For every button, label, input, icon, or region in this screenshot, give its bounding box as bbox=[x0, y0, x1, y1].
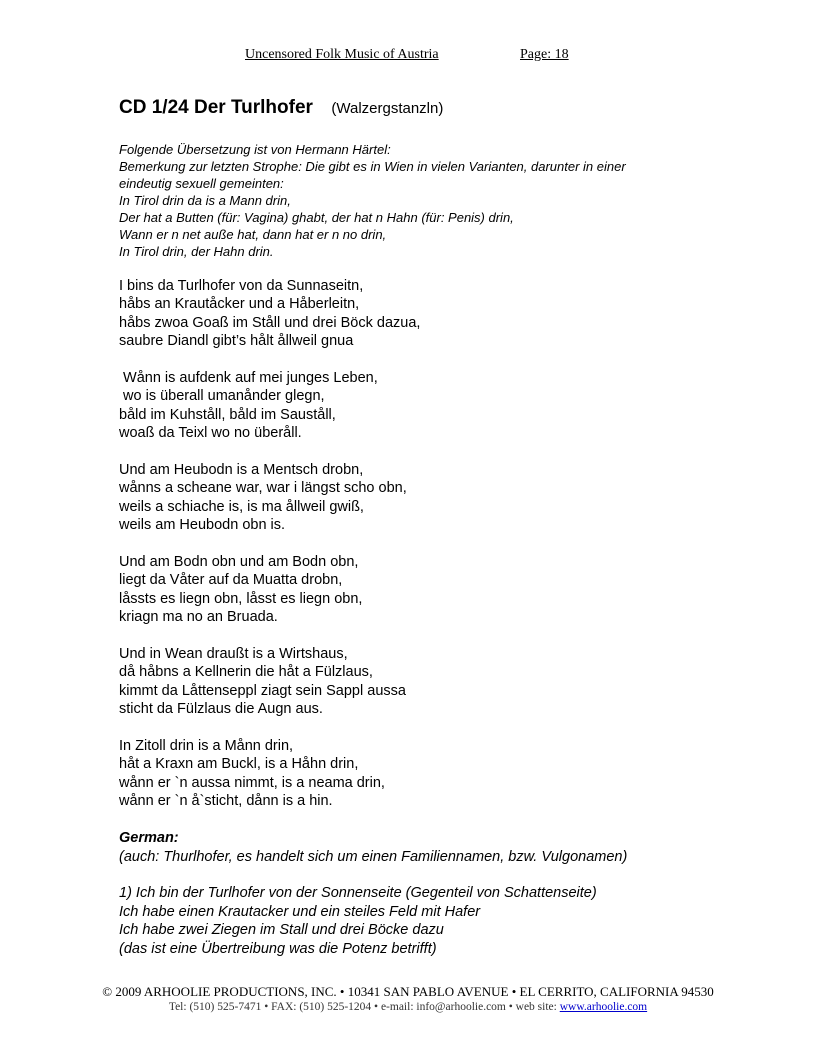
lyric-line: håbs an Krautåcker und a Håberleitn, bbox=[119, 296, 360, 313]
lyric-line: kimmt da Låttenseppl ziagt sein Sappl aussa bbox=[119, 682, 406, 699]
lyrics-stanza-5 bbox=[119, 645, 759, 719]
lyric-line: håt a Kraxn am Buckl, is a Håhn drin, bbox=[119, 756, 359, 773]
translation-note bbox=[119, 141, 759, 260]
lyric-line: wo is überall umanånder glegn, bbox=[119, 388, 325, 405]
german-line: 1) Ich bin der Turlhofer von der Sonnenseite (Gegenteil von Schattenseite) bbox=[119, 885, 597, 902]
note-line: In Tirol drin da is a Mann drin, bbox=[119, 193, 291, 208]
lyric-line: då håbns a Kellnerin die håt a Fülzlaus, bbox=[119, 664, 373, 681]
song-subtitle: (Walzergstanzln) bbox=[331, 100, 444, 117]
lyrics-stanza-3 bbox=[119, 461, 759, 535]
document-title: Uncensored Folk Music of Austria bbox=[245, 47, 439, 62]
lyric-line: saubre Diandl gibt’s hålt ållweil gnua bbox=[119, 333, 354, 350]
lyric-line: båld im Kuhståll, båld im Sauståll, bbox=[119, 406, 336, 423]
note-line: Der hat a Butten (für: Vagina) ghabt, der hat n Hahn (für: Penis) drin, bbox=[119, 210, 514, 225]
german-intro: (auch: Thurlhofer, es handelt sich um einen Familiennamen, bzw. Vulgonamen) bbox=[119, 848, 628, 865]
lyrics-stanza-1 bbox=[119, 277, 759, 351]
lyric-line: håbs zwoa Goaß im Ståll und drei Böck dazua, bbox=[119, 314, 421, 331]
lyrics-stanza-6 bbox=[119, 737, 759, 811]
note-line: Bemerkung zur letzten Strophe: Die gibt es in Wien in vielen Varianten, darunter in einer bbox=[119, 159, 626, 174]
german-translation bbox=[119, 829, 759, 958]
website-link[interactable]: www.arhoolie.com bbox=[559, 1001, 648, 1013]
lyric-line: Und in Wean draußt is a Wirtshaus, bbox=[119, 646, 348, 663]
lyric-line: weils am Heubodn obn is. bbox=[119, 517, 286, 534]
german-line: Ich habe zwei Ziegen im Stall und drei Böcke dazu bbox=[119, 922, 444, 939]
lyric-line: Wånn is aufdenk auf mei junges Leben, bbox=[119, 370, 378, 387]
footer-contact bbox=[0, 1001, 816, 1013]
footer-contact-text: Tel: (510) 525-7471 • FAX: (510) 525-1204 • e-mail: info@arhoolie.com • web site: bbox=[168, 1001, 560, 1013]
song-title: CD 1/24 Der Turlhofer bbox=[119, 97, 313, 118]
song-title-row bbox=[119, 96, 759, 121]
lyric-line: kriagn ma no an Bruada. bbox=[119, 609, 278, 626]
lyric-line: weils a schiache is, is ma ållweil gwiß, bbox=[119, 498, 364, 515]
lyrics-stanza-4 bbox=[119, 553, 759, 627]
page-header bbox=[0, 47, 816, 67]
lyric-line: wånn er `n å`sticht, dånn is a hin. bbox=[119, 793, 333, 810]
german-line: Ich habe einen Krautacker und ein steiles Feld mit Hafer bbox=[119, 903, 481, 920]
lyric-line: liegt da Våter auf da Muatta drobn, bbox=[119, 572, 343, 589]
lyric-line: Und am Heubodn is a Mentsch drobn, bbox=[119, 462, 364, 479]
note-line: Wann er n net auße hat, dann hat er n no drin, bbox=[119, 227, 387, 242]
footer-copyright: © 2009 ARHOOLIE PRODUCTIONS, INC. • 10341 SAN PABLO AVENUE • EL CERRITO, CALIFORNIA 94530 bbox=[102, 984, 714, 999]
page-content bbox=[119, 96, 759, 958]
lyric-line: låssts es liegn obn, låsst es liegn obn, bbox=[119, 590, 363, 607]
german-line: (das ist eine Übertreibung was die Potenz betrifft) bbox=[119, 940, 437, 957]
lyric-line: I bins da Turlhofer von da Sunnaseitn, bbox=[119, 278, 364, 294]
lyric-line: wånn er `n aussa nimmt, is a neama drin, bbox=[119, 774, 385, 791]
spacer bbox=[119, 866, 759, 884]
note-line: Folgende Übersetzung ist von Hermann Härtel: bbox=[119, 142, 391, 157]
lyrics-stanza-2 bbox=[119, 369, 759, 443]
note-line: eindeutig sexuell gemeinten: bbox=[119, 176, 284, 191]
lyric-line: In Zitoll drin is a Månn drin, bbox=[119, 738, 294, 755]
page-number: Page: 18 bbox=[520, 47, 569, 62]
note-line: In Tirol drin, der Hahn drin. bbox=[119, 244, 274, 259]
lyric-line: Und am Bodn obn und am Bodn obn, bbox=[119, 554, 359, 571]
lyric-line: sticht da Fülzlaus die Augn aus. bbox=[119, 701, 323, 718]
lyric-line: woaß da Teixl wo no überåll. bbox=[119, 425, 302, 442]
german-heading: German: bbox=[119, 830, 179, 847]
lyric-line: wånns a scheane war, war i längst scho obn, bbox=[119, 480, 407, 497]
